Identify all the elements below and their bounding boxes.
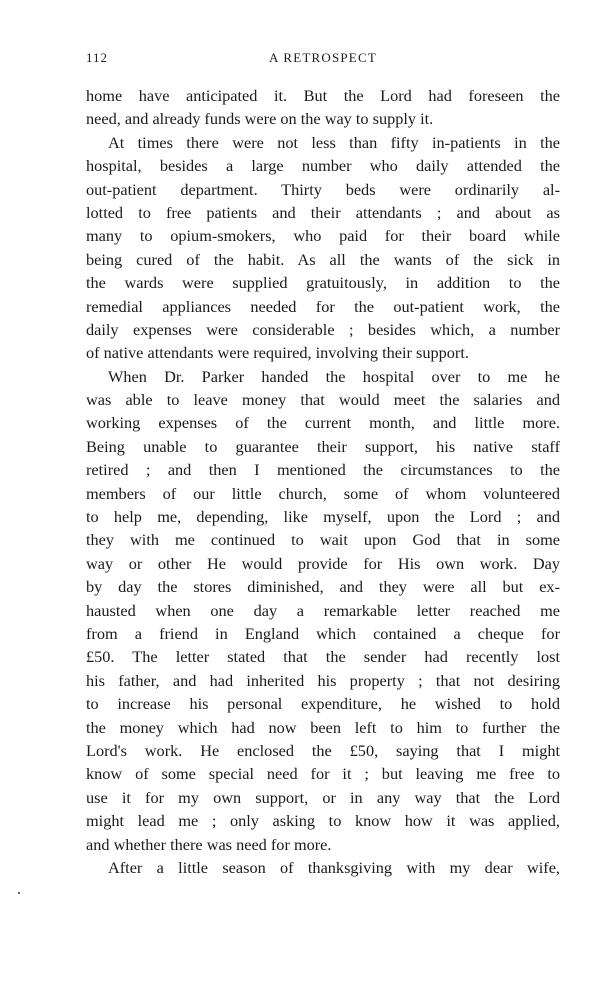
text-line: might lead me ; only asking to know how it was applied, (86, 811, 560, 831)
text-line: the money which had now been left to him to further the (86, 717, 560, 737)
text-line: way or other He would provide for His own work. Day (86, 553, 560, 573)
paragraph (86, 856, 560, 879)
text-line: was able to leave money that would meet the salaries and (86, 390, 560, 410)
text-line: many to opium-smokers, who paid for their board while (86, 226, 560, 246)
text-line: hausted when one day a remarkable letter reached me (86, 600, 560, 620)
text-line: of native attendants were required, involving their support. (86, 343, 469, 363)
text-line: home have anticipated it. But the Lord had foreseen the (86, 86, 560, 105)
text-line: lotted to free patients and their attendants ; and about as (86, 202, 560, 222)
text-line: After a little season of thanksgiving with my dear wife, (108, 857, 560, 877)
text-line: by day the stores diminished, and they were all but ex- (86, 577, 560, 597)
text-line: to increase his personal expenditure, he wished to hold (86, 694, 560, 714)
text-line: Lord's work. He enclosed the £50, saying that I might (86, 740, 560, 760)
text-line: £50. The letter stated that the sender had recently lost (86, 647, 560, 667)
text-line: the wards were supplied gratuitously, in addition to the (86, 273, 560, 293)
text-line: At times there were not less than fifty in-patients in the (108, 132, 560, 152)
text-line: retired ; and then I mentioned the circumstances to the (86, 460, 560, 480)
text-line: hospital, besides a large number who daily attended the (86, 156, 560, 176)
text-line: When Dr. Parker handed the hospital over to me he (108, 366, 560, 386)
paragraph (86, 131, 560, 365)
running-head (86, 50, 560, 70)
text-line: daily expenses were considerable ; besides which, a number (86, 319, 560, 339)
text-line: use it for my own support, or in any way that the Lord (86, 787, 560, 807)
text-line: out-patient department. Thirty beds were ordinarily al- (86, 179, 560, 199)
paragraph (86, 365, 560, 856)
text-line: Being unable to guarantee their support, his native staff (86, 436, 560, 456)
paragraph (86, 84, 560, 131)
text-line: they with me continued to wait upon God that in some (86, 530, 560, 550)
text-line: know of some special need for it ; but leaving me free to (86, 764, 560, 784)
text-line: from a friend in England which contained a cheque for (86, 623, 560, 643)
text-line: being cured of the habit. As all the wants of the sick in (86, 249, 560, 269)
text-line: members of our little church, some of whom volunteered (86, 483, 560, 503)
page-number: 112 (86, 50, 109, 65)
text-line: to help me, depending, like myself, upon the Lord ; and (86, 507, 560, 527)
text-line: his father, and had inherited his property ; that not desiring (86, 670, 560, 690)
text-line: working expenses of the current month, and little more. (86, 413, 560, 433)
text-line: need, and already funds were on the way to supply it. (86, 109, 434, 129)
text-line: and whether there was need for more. (86, 834, 332, 854)
running-title: A RETROSPECT (269, 50, 377, 65)
body-text (86, 84, 560, 879)
text-line: remedial appliances needed for the out-patient work, the (86, 296, 560, 316)
margin-speck (18, 892, 20, 894)
